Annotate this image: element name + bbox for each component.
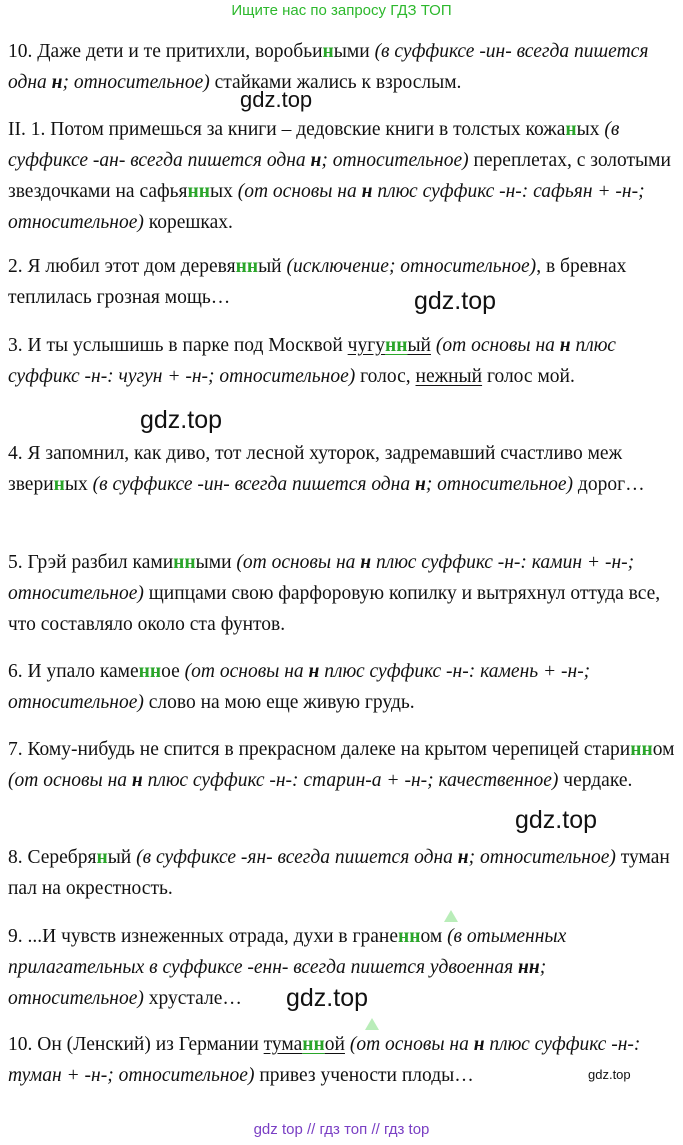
- watermark: gdz.top: [286, 984, 369, 1012]
- paragraph-1: 10. Даже дети и те притихли, воробьиными (в суффиксе -ин- всегда пишется одна н; относительное) стайками жались к взрослым.: [8, 41, 649, 93]
- watermark: gdz.top: [414, 287, 497, 315]
- highlighted-letter: нн: [397, 926, 421, 947]
- paragraph-6: 5. Грэй разбил каминными (от основы на н плюс суффикс -н-: камин + -н-; относительное) щипцами свою фарфоровую копилку и вытряхнул оттуда все, что составляло около ста фунтов.: [8, 552, 661, 635]
- arrow-marker-icon: [444, 910, 458, 922]
- highlighted-letter: нн: [187, 181, 210, 202]
- footer-link: гдз топ: [319, 1121, 368, 1138]
- watermark: gdz.top: [240, 87, 313, 112]
- highlighted-letter: нн: [384, 335, 408, 356]
- paragraph-11: 10. Он (Ленский) из Германии туманной (от основы на н плюс суффикс -н-: туман + -н-; относительное) привез учености плоды…: [8, 1034, 641, 1086]
- highlighted-letter: нн: [173, 552, 196, 573]
- footer-link: gdz top: [253, 1121, 303, 1138]
- top-banner: Ищите нас по запросу ГДЗ ТОП: [231, 2, 452, 19]
- watermark: gdz.top: [515, 806, 598, 834]
- highlighted-letter: нн: [235, 256, 259, 277]
- arrow-marker-icon: [365, 1018, 379, 1030]
- highlighted-letter: нн: [630, 739, 653, 760]
- paragraph-7: 6. И упало каменное (от основы на н плюс суффикс -н-: камень + -н-; относительное) слово на мою еще живую грудь.: [8, 661, 591, 713]
- paragraph-5: 4. Я запомнил, как диво, тот лесной хуторок, задремавший счастливо меж звериных (в суффиксе -ин- всегда пишется одна н; относительное) дорог…: [8, 443, 645, 495]
- paragraph-8: 7. Кому-нибудь не спится в прекрасном далеке на крытом черепицей старинном (от основы на н плюс суффикс -н-: старин-а + -н-; качественное) чердаке.: [8, 739, 675, 791]
- highlighted-letter: н: [96, 847, 108, 868]
- footer-separator: //: [371, 1121, 380, 1138]
- highlighted-letter: н: [565, 119, 577, 140]
- paragraph-2: II. 1. Потом примешься за книги – дедовские книги в толстых кожаных (в суффиксе -ан- всегда пишется одна н; относительное) переплетах, с золотыми звездочками на сафьянных (от основы на н плюс суффикс -н-: сафьян + -н-; относительное) корешках.: [8, 119, 671, 233]
- highlighted-letter: нн: [302, 1034, 325, 1055]
- footer-link: гдз top: [383, 1121, 430, 1138]
- paragraph-9: 8. Серебряный (в суффиксе -ян- всегда пишется одна н; относительное) туман пал на окрестность.: [8, 847, 670, 899]
- paragraph-4: 3. И ты услышишь в парке под Москвой чугунный (от основы на н плюс суффикс -н-: чугун + -н-; относительное) голос, нежный голос мой.: [8, 335, 616, 387]
- watermark-small: gdz.top: [588, 1067, 631, 1082]
- watermark: gdz.top: [140, 406, 223, 434]
- highlighted-letter: н: [322, 41, 334, 62]
- paragraph-10: 9. ...И чувств изнеженных отрада, духи в граненном (в отыменных прилагательных в суффиксе -енн- всегда пишется удвоенная нн; относительное) хрустале…: [8, 926, 567, 1009]
- highlighted-letter: нн: [138, 661, 162, 682]
- footer-separator: //: [306, 1121, 316, 1138]
- highlighted-letter: н: [53, 474, 65, 495]
- footer: [0, 1121, 683, 1138]
- paragraph-3: 2. Я любил этот дом деревянный (исключение; относительное), в бревнах теплилась грозная мощь…: [8, 256, 627, 308]
